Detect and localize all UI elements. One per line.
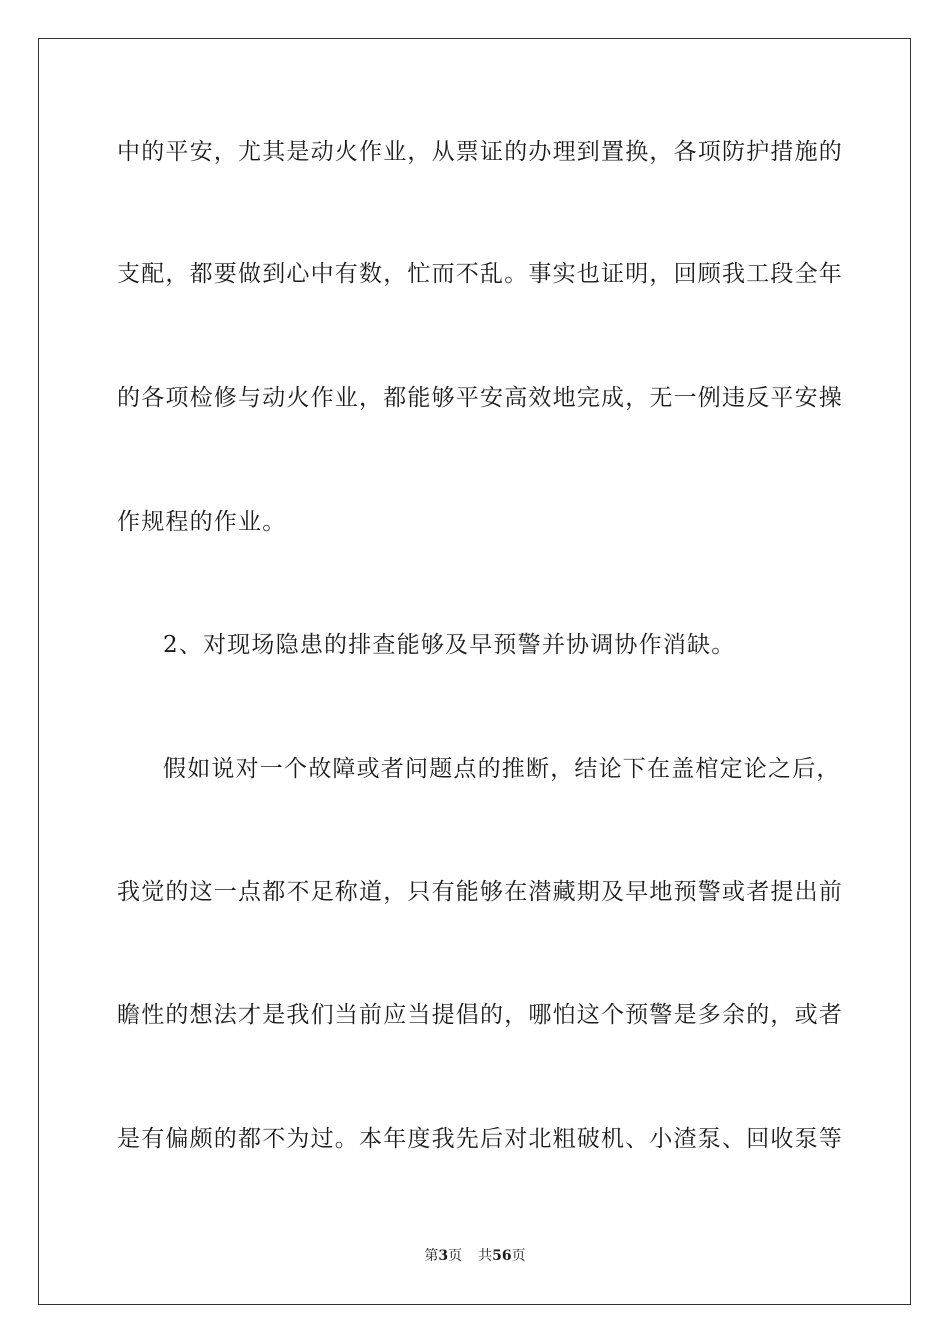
page-current: 3 xyxy=(438,1248,449,1264)
paragraph-line-5: 假如说对一个故障或者问题点的推断，结论下在盖棺定论之后， xyxy=(163,756,841,782)
section-heading-2: 2、对现场隐患的排查能够及早预警并协调协作消缺。 xyxy=(163,632,736,658)
paragraph-line-4: 作规程的作业。 xyxy=(117,509,287,535)
total-pages: 56 xyxy=(492,1248,512,1264)
paragraph-line-1: 中的平安，尤其是动火作业，从票证的办理到置换，各项防护措施的 xyxy=(117,139,843,165)
page-footer xyxy=(0,1247,950,1265)
total-prefix: 共 xyxy=(478,1248,493,1264)
page-suffix: 页 xyxy=(448,1248,463,1264)
paragraph-line-8: 是有偏颇的都不为过。本年度我先后对北粗破机、小渣泵、回收泵等 xyxy=(117,1126,843,1152)
page-prefix: 第 xyxy=(424,1248,439,1264)
total-suffix: 页 xyxy=(511,1248,526,1264)
paragraph-line-3: 的各项检修与动火作业，都能够平安高效地完成，无一例违反平安操 xyxy=(117,385,843,411)
paragraph-line-7: 瞻性的想法才是我们当前应当提倡的，哪怕这个预警是多余的，或者 xyxy=(117,1002,843,1028)
paragraph-line-6: 我觉的这一点都不足称道，只有能够在潜藏期及早地预警或者提出前 xyxy=(117,879,843,905)
paragraph-line-2: 支配，都要做到心中有数，忙而不乱。事实也证明，回顾我工段全年 xyxy=(117,261,843,287)
page-border xyxy=(38,38,911,1305)
